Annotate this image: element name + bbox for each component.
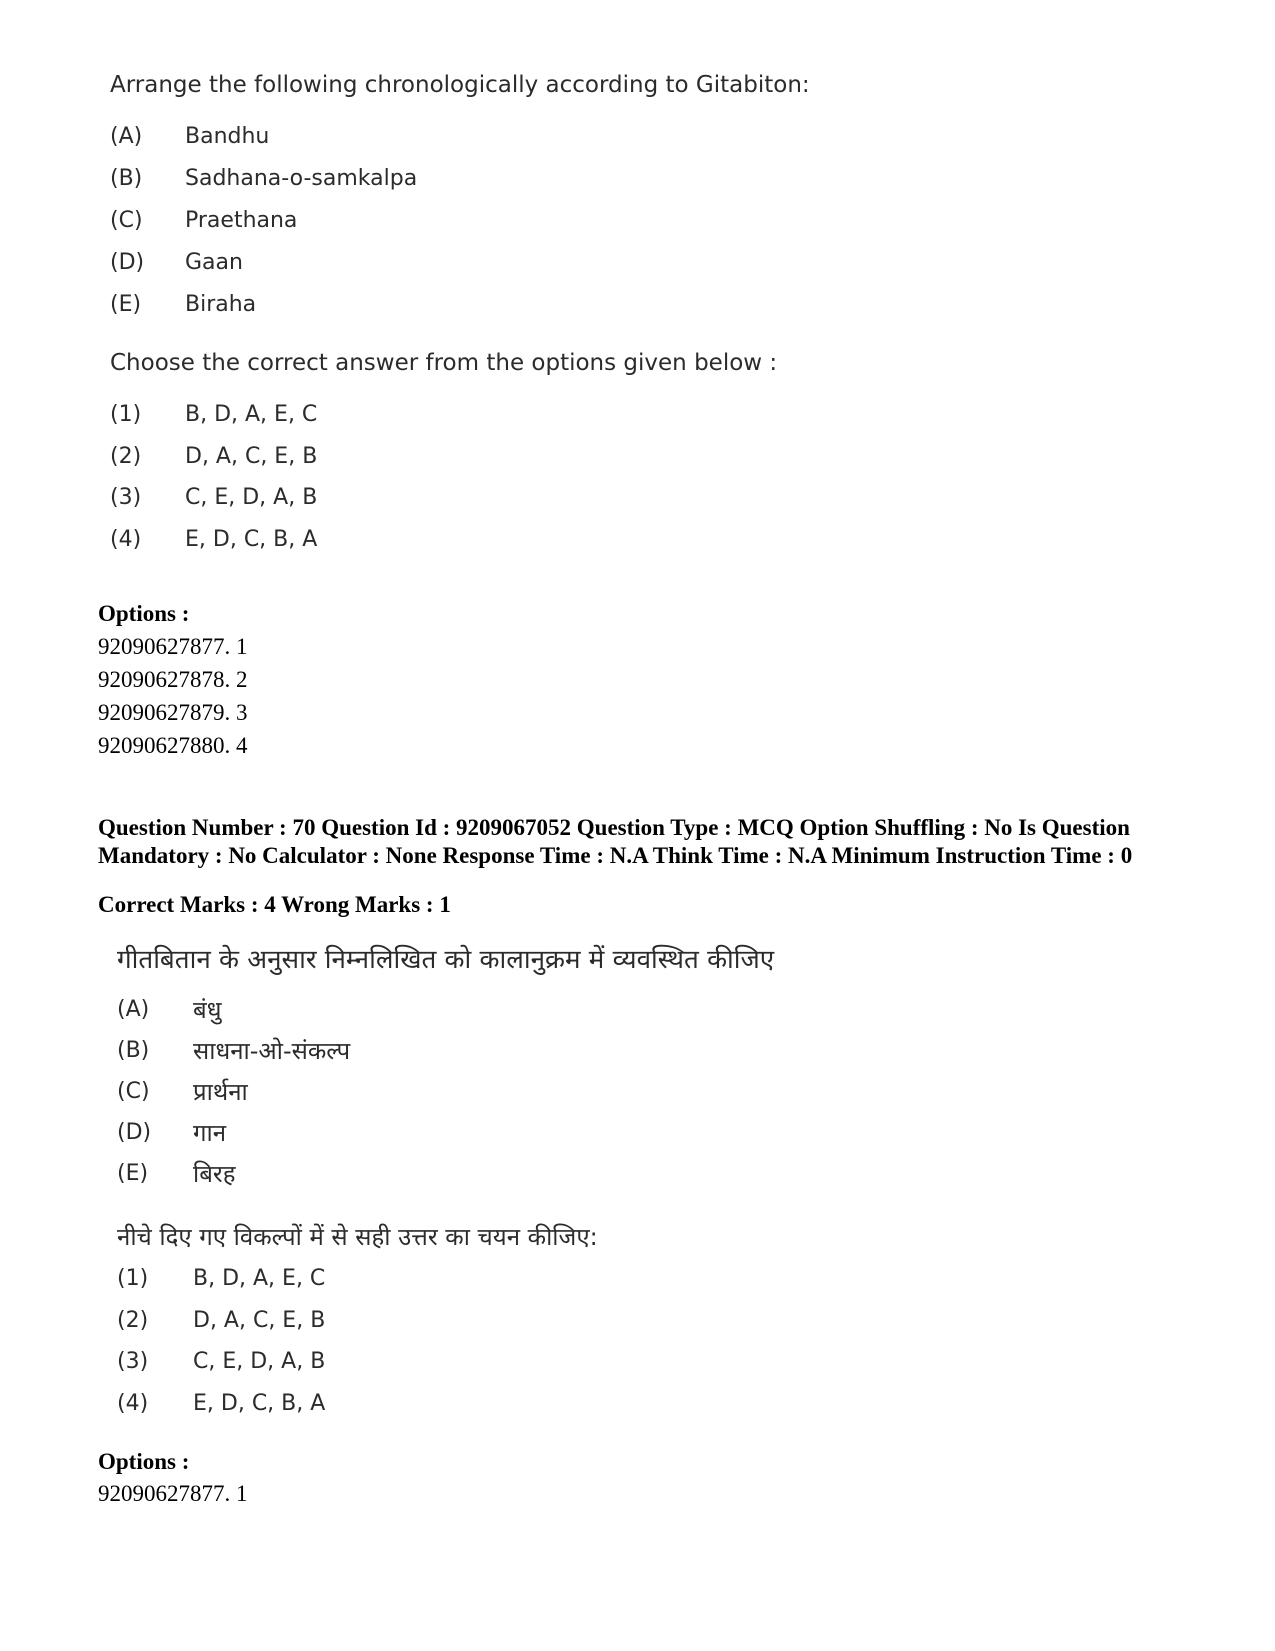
item-label: (D) [110, 250, 145, 275]
item-label: (B) [110, 166, 143, 191]
options-heading: Options : [98, 601, 190, 626]
item-label: (C) [117, 1079, 150, 1104]
item-label: (D) [117, 1120, 152, 1145]
question-prompt-hi: गीतबितान के अनुसार निम्नलिखित को कालानुक्रम में व्यवस्थित कीजिए [117, 945, 775, 975]
choice-label: (3) [117, 1349, 149, 1374]
item-text: Biraha [185, 292, 257, 317]
choice-text: B, D, A, E, C [193, 1266, 326, 1291]
item-label: (B) [117, 1038, 150, 1063]
item-label: (A) [110, 124, 143, 149]
choice-text: D, A, C, E, B [193, 1308, 326, 1333]
choose-prompt-hi: नीचे दिए गए विकल्पों में से सही उत्तर का चयन कीजिए: [117, 1223, 598, 1251]
choice-text: B, D, A, E, C [185, 402, 318, 427]
choice-label: (4) [117, 1391, 149, 1416]
choice-text: D, A, C, E, B [185, 444, 318, 469]
choice-text: C, E, D, A, B [193, 1349, 326, 1374]
item-text: बिरह [193, 1160, 236, 1188]
choice-label: (2) [117, 1308, 149, 1333]
item-label: (C) [110, 208, 143, 233]
item-text: बंधु [193, 996, 222, 1024]
choice-label: (1) [117, 1266, 149, 1291]
item-text: Sadhana-o-samkalpa [185, 166, 418, 191]
choice-label: (4) [110, 527, 142, 552]
options-heading: Options : [98, 1449, 190, 1474]
question-meta: Question Number : 70 Question Id : 9209067052 Question Type : MCQ Option Shuffling : No Is Question Mandatory : No Calculator : None Response Time : N.A Think Time : N.A Minimum Instruction Time : 0 [98, 815, 1133, 868]
item-text: Praethana [185, 208, 298, 233]
item-label: (E) [117, 1161, 149, 1186]
option-line: 92090627877. 1 [98, 634, 248, 659]
item-text: Bandhu [185, 124, 270, 149]
item-text: प्रार्थना [193, 1078, 248, 1106]
option-line: 92090627878. 2 [98, 667, 248, 692]
option-line: 92090627879. 3 [98, 700, 248, 725]
item-text: Gaan [185, 250, 243, 275]
choice-text: C, E, D, A, B [185, 485, 318, 510]
choose-prompt-en: Choose the correct answer from the options given below : [110, 350, 778, 376]
choice-label: (3) [110, 485, 142, 510]
item-label: (A) [117, 997, 150, 1022]
option-line: 92090627880. 4 [98, 733, 248, 758]
item-text: गान [193, 1119, 227, 1147]
option-line: 92090627877. 1 [98, 1481, 248, 1506]
question-marks: Correct Marks : 4 Wrong Marks : 1 [98, 892, 451, 917]
item-text: साधना-ओ-संकल्प [193, 1037, 351, 1065]
choice-text: E, D, C, B, A [185, 527, 318, 552]
choice-text: E, D, C, B, A [193, 1391, 326, 1416]
item-label: (E) [110, 292, 142, 317]
choice-label: (1) [110, 402, 142, 427]
question-prompt-en: Arrange the following chronologically according to Gitabiton: [110, 72, 810, 98]
choice-label: (2) [110, 444, 142, 469]
